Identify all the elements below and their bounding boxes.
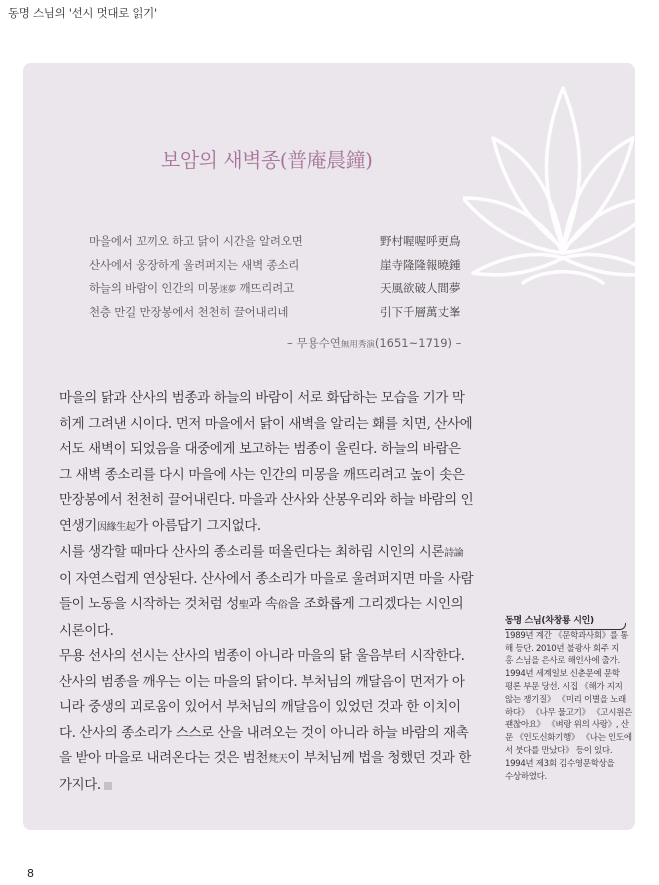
body-run: 그 새벽 종소리를 다시 마을에 사는 인간의 미몽을 깨뜨리려고 높이 솟은 [59, 466, 465, 483]
poem-hanja: 崖寺隆隆報曉鍾 [380, 257, 461, 272]
body-run: 만장봉에서 천천히 끌어내린다. 마을과 산사와 산봉우리와 하늘 바람의 인 [59, 492, 474, 508]
article-panel [23, 63, 635, 830]
author-bio-line: 문 《인도신화기행》 《나는 인도에 [505, 733, 632, 744]
article-title: 보암의 새벽종(普庵晨鐘) [161, 148, 373, 172]
author-bio-line: 1994년 세계일보 신춘문예 문학 [505, 669, 620, 680]
body-line [59, 746, 489, 773]
body-run: 무용 선사의 선시는 산사의 범종이 아니라 마을의 닭 울음부터 시작한다. [59, 648, 465, 664]
body-run: 시를 생각할 때마다 산사의 종소리를 떠올린다는 최하림 시인의 시론 [59, 544, 445, 560]
body-line [59, 721, 489, 747]
poem-hanja-note: 迷夢 [219, 285, 236, 295]
page-number: 8 [27, 867, 34, 880]
body-run: 히게 그려낸 시이다. 먼저 마을에서 닭이 새벽을 알리는 홰를 치면, 산사에 [59, 415, 473, 432]
body-run: 가 아름답기 그지없다. [135, 517, 261, 534]
hanja-gloss: 俗 [277, 600, 288, 611]
hanja-gloss: 詩論 [444, 548, 464, 559]
poem-korean: 천층 만길 만장봉에서 천천히 끌어내리네 [89, 304, 289, 319]
body-run: 산사의 범종을 깨우는 이는 마을의 닭이다. 부처님의 깨달음이 먼저가 아 [59, 673, 465, 690]
body-line [59, 488, 489, 514]
author-bio-line: 1989년 계간 《문학과사회》를 통 [505, 630, 629, 641]
poem-hanja: 引下千層萬丈峯 [380, 304, 461, 319]
poem-korean: 산사에서 웅장하게 울려퍼지는 새벽 종소리 [89, 257, 300, 272]
author-bio-line: 해 등단. 2010년 불광사 회주 지 [505, 643, 619, 654]
author-bio-line: 수상하였다. [505, 771, 547, 782]
body-run: 시론이다. [59, 622, 114, 639]
body-run: 연생기 [59, 517, 97, 534]
body-run: 니라 중생의 괴로움이 있어서 부처님의 깨달음이 있었던 것과 한 이치이 [59, 699, 461, 715]
body-line [59, 412, 489, 438]
author-bio [505, 630, 633, 784]
author-bio-line: 1994년 제3회 김수영문학상을 [505, 758, 615, 769]
body-line [59, 386, 489, 412]
body-line [59, 437, 489, 463]
body-line [59, 567, 489, 593]
hanja-gloss: 因緣生起 [96, 521, 136, 533]
poem-line [89, 233, 489, 257]
body-run: 과 속 [248, 596, 278, 612]
body-line [59, 514, 489, 541]
body-line [59, 773, 489, 799]
poem-line [89, 280, 489, 304]
poem-line [89, 304, 489, 328]
poem-korean: 하늘의 바람이 인간의 미몽迷夢 깨뜨리려고 [89, 281, 294, 295]
author-bio-line: 서 붓다를 만났다》 등이 있다. [505, 745, 613, 756]
hanja-gloss: 梵天 [268, 754, 288, 765]
body-run: 들이 노동을 시작하는 것처럼 성 [59, 596, 239, 612]
poem-korean: 마을에서 꼬끼오 하고 닭이 시간을 알려오면 [89, 234, 303, 248]
body-line [59, 695, 489, 721]
heading-rule-curl [619, 623, 626, 630]
body-line [59, 619, 489, 645]
body-run: 가지다. [59, 776, 101, 793]
hanja-gloss: 聖 [238, 600, 249, 611]
poem [89, 233, 489, 327]
poem-hanja: 野村喔喔呼更鳥 [380, 234, 461, 248]
body-line [59, 592, 489, 619]
running-head: 동명 스님의 '선시 멋대로 읽기' [8, 6, 157, 20]
body-run: 서도 새벽이 되었음을 대중에게 보고하는 범종이 울린다. 하늘의 바람은 [59, 441, 461, 457]
poem-line [89, 257, 489, 281]
author-bio-line: 홍 스님을 은사로 해인사에 출가. [505, 656, 620, 667]
body-run: 을 받아 마을로 내려온다는 것은 범천 [59, 750, 269, 766]
author-heading: 동명 스님(차창룡 시인) [505, 615, 594, 630]
body-run: 마을의 닭과 산사의 범종과 하늘의 바람이 서로 화답하는 모습을 기가 막 [59, 390, 465, 406]
author-bio-line: 하다》 《나무 물고기》 《고시원은 [505, 707, 633, 718]
body-run: 을 조화롭게 그리겠다는 시인의 [287, 596, 464, 612]
body-line [59, 644, 489, 670]
heading-rule [505, 629, 621, 630]
end-square-icon [104, 782, 112, 790]
body-run: 다. 산사의 종소리가 스스로 산을 내려오는 것이 아니라 하늘 바람의 재촉 [59, 724, 469, 741]
poem-attribution: – 무용수연無用秀演(1651~1719) – [287, 336, 462, 350]
poem-hanja: 天風欲破人間夢 [380, 281, 461, 295]
body-line [59, 463, 489, 489]
body-line [59, 670, 489, 696]
author-bio-line: 평론 부문 당선. 시집 《해가 지지 [505, 681, 623, 692]
body-run: 이 자연스럽게 연상된다. 산사에서 종소리가 마을로 울려퍼지면 마을 사람 [59, 570, 474, 587]
article-body [59, 386, 489, 798]
body-line [59, 540, 489, 567]
author-bio-line: 않는 쟁기질》 《미리 이별을 노래 [505, 694, 626, 705]
body-run: 이 부처님께 법을 청했던 것과 한 [287, 750, 472, 766]
author-bio-line: 괜찮아요》 《벼랑 위의 사랑》, 산 [505, 720, 629, 731]
author-box [505, 615, 633, 783]
